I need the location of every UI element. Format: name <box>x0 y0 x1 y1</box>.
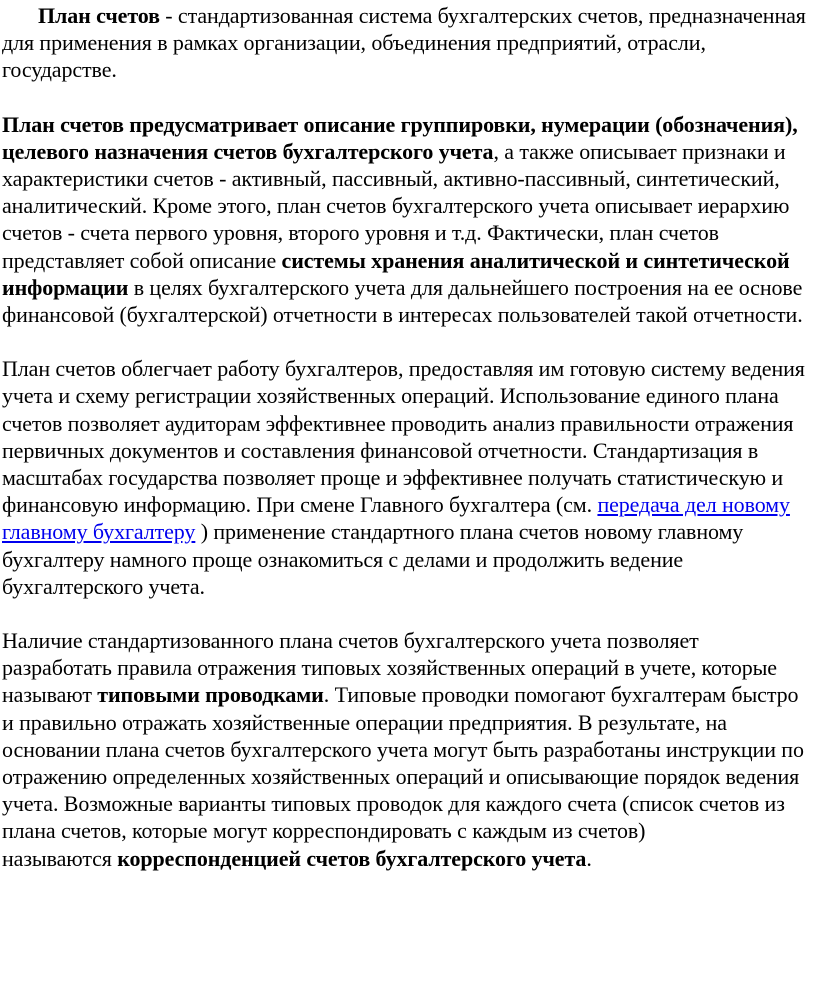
description-text-1: , а также описывает признаки и характеристики счетов - активный, пассивный, активно-пассивный, синтетический, аналитический. Кроме этого, план счетов бухгалтерского учета описывает иерархию счетов - счета первого уровня, второго уровня и т.д. Фактически, план счетов представляет собой описание <box>2 138 790 273</box>
description-text-2: в целях бухгалтерского учета для дальнейшего построения на ее основе финансовой (бухгалтерской) отчетности в интересах пользователей такой отчетности. <box>2 274 803 328</box>
paragraph-typical-entries <box>2 627 806 872</box>
bold-storage-system: системы хранения аналитической и синтетической информации <box>2 247 790 300</box>
paragraph-description <box>2 111 806 329</box>
entries-text-2: . Типовые проводки помогают бухгалтерам быстро и правильно отражать хозяйственные операции предприятия. В результате, на основании плана счетов бухгалтерского учета могут быть разработаны инструкции по отражению определенных хозяйственных операций и описывающие порядок ведения учета. Возможные варианты типовых проводок для каждого счета (список счетов из плана счетов, которые могут корреспондировать с каждым из счетов) <box>2 682 804 844</box>
definition-text: - стандартизованная система бухгалтерских счетов, предназначенная для применения в рамках организации, объединения предприятий, отрасли, государстве. <box>2 3 806 83</box>
bold-correspondence: корреспонденцией счетов бухгалтерского учета <box>117 845 587 871</box>
bold-description-lead: План счетов предусматривает описание группировки, нумерации (обозначения), целевого назначения счетов бухгалтерского учета <box>2 111 798 164</box>
benefits-text-1: План счетов облегчает работу бухгалтеров, предоставляя им готовую систему ведения учета и схему регистрации хозяйственных операций. Использование единого плана счетов позволяет аудиторам эффективнее проводить анализ правильности отражения первичных документов и составления финансовой отчетности. Стандартизация в масштабах государства позволяет проще и эффективнее получать статистическую и финансовую информацию. При смене Главного бухгалтера (см. <box>2 356 805 518</box>
entries-text-4: . <box>586 845 592 871</box>
entries-text-1: Наличие стандартизованного плана счетов бухгалтерского учета позволяет разработать правила отражения типовых хозяйственных операций в учете, которые называют <box>2 628 777 708</box>
term-chart-of-accounts: План счетов <box>38 3 160 28</box>
paragraph-benefits <box>2 355 806 600</box>
link-handover-to-chief-accountant[interactable]: передача дел новому главному бухгалтеру <box>2 492 790 545</box>
bold-typical-entries: типовыми проводками <box>97 682 324 708</box>
entries-text-3: называются <box>2 845 118 871</box>
paragraph-definition <box>2 2 806 84</box>
benefits-text-2: ) применение стандартного плана счетов новому главному бухгалтеру намного проще ознакомиться с делами и продолжить ведение бухгалтерского учета. <box>2 519 744 599</box>
